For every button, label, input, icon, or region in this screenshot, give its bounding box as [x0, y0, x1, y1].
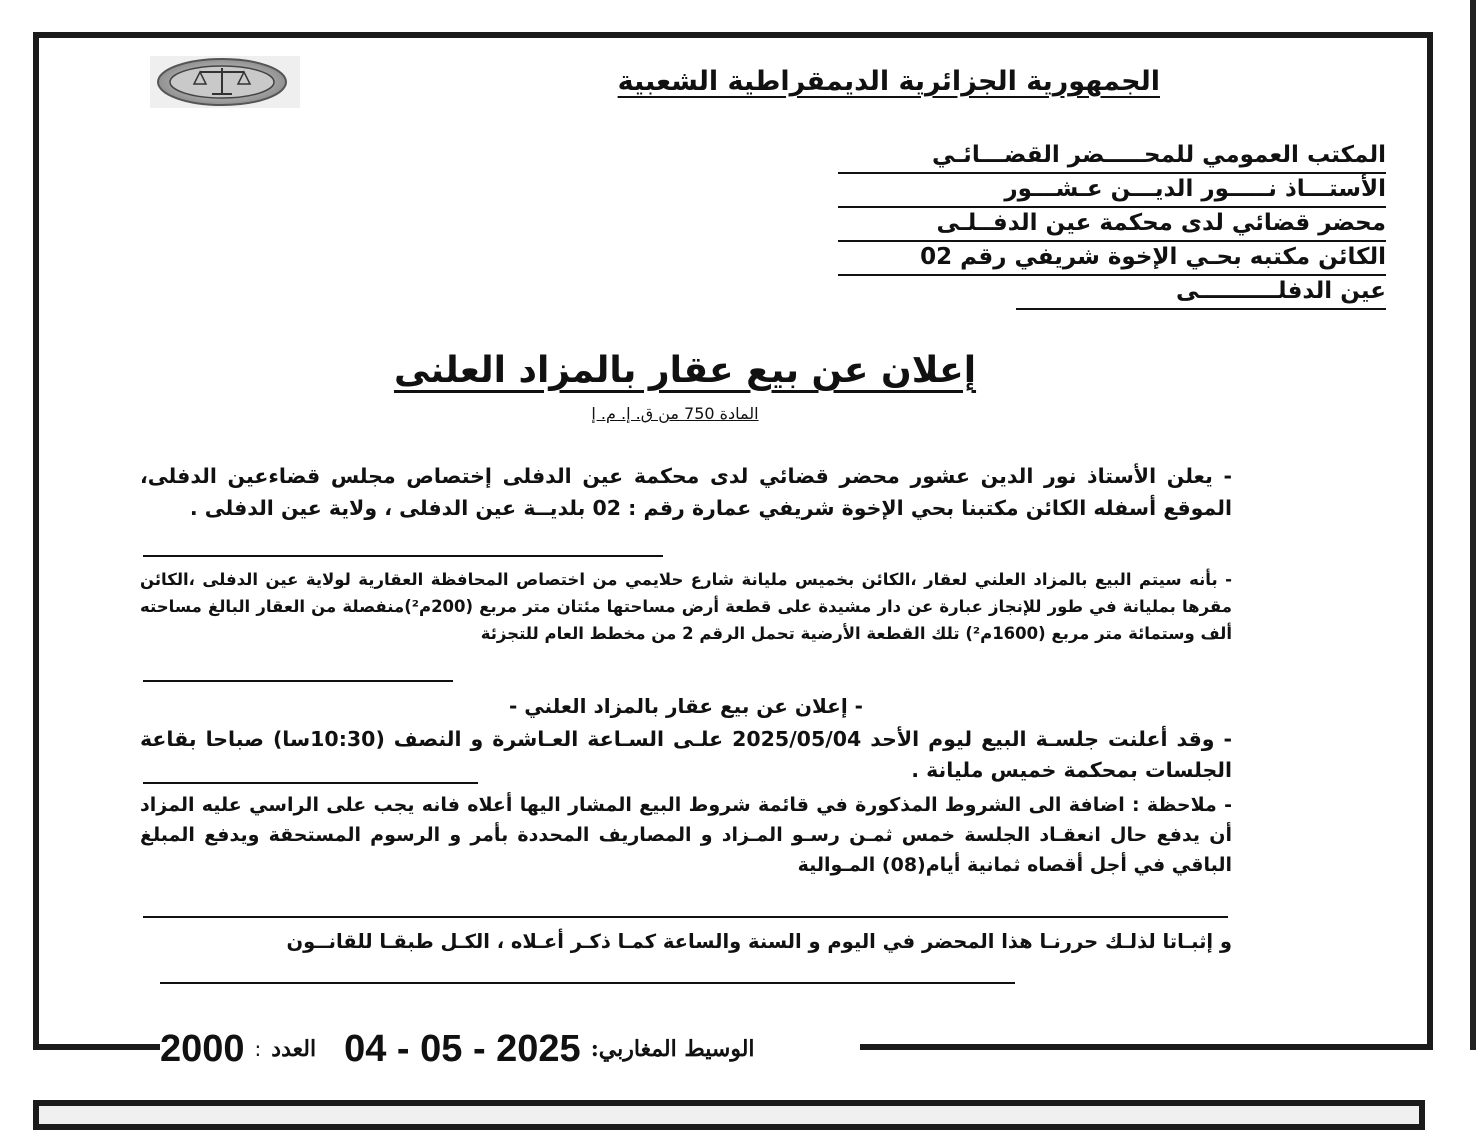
separator-line — [143, 916, 1228, 918]
issue-number: 2000 — [160, 1027, 245, 1070]
separator-line — [160, 982, 1015, 984]
office-line: محضر قضائي لدى محكمة عين الدفــلـى — [838, 208, 1386, 242]
office-line: الكائن مكتبه بحـي الإخوة شريفي رقم 02 — [838, 242, 1386, 276]
republic-title: الجمهورية الجزائرية الديمقراطية الشعبية — [617, 66, 1160, 97]
separator-line — [143, 555, 663, 557]
property-description-paragraph: - بأنه سيتم البيع بالمزاد العلني لعقار ،الكائن بخميس مليانة شارع حلايمي من اختصاص المحافظة العقارية لولاية عين الدفلى ،الكائن مقرها بمليانة في طور للإنجاز عبارة عن دار مشيدة على قطعة أرض مساحتها مئتان متر مربع (200م²)منفصلة من العقار البالغ مساحته ألف وستمائة متر مربع (1600م²) تلك القطعة الأرضية تحمل الرقم 2 من مخطط العام للتجزئة — [140, 570, 1232, 643]
bailiff-office-block — [838, 140, 1386, 310]
subheading: - إعلان عن بيع عقار بالمزاد العلني - — [509, 694, 863, 718]
newspaper-name: الوسيط المغاربي: — [590, 1036, 755, 1062]
next-notice-frame — [33, 1100, 1425, 1130]
scales-seal-icon — [150, 56, 300, 108]
separator-line — [143, 680, 453, 682]
office-line: المكتب العمومي للمحـــــضر القضـــائـي — [838, 140, 1386, 174]
document-header — [150, 56, 1160, 116]
separator-line — [143, 782, 478, 784]
legal-article-reference: المادة 750 من ق. إ. م. إ — [591, 404, 759, 423]
publication-date: 04 - 05 - 2025 — [344, 1027, 581, 1070]
announcement-paragraph: - يعلن الأستاذ نور الدين عشور محضر قضائي لدى محكمة عين الدفلى إختصاص مجلس قضاءعين الدفلى، الموقع أسفله الكائن مكتبنا بحي الإخوة شريفي عمارة رقم : 02 بلديــة عين الدفلى ، ولاية عين الدفلى . — [140, 464, 1232, 520]
closing-paragraph: و إثبـاتا لذلـك حررنـا هذا المحضر في اليوم و السنة والساعة كمـا ذكـر أعـلاه ، الكـل طبقـا للقانــون — [286, 930, 1232, 953]
office-line: الأستـــاذ نـــــور الديـــن عـشـــور — [838, 174, 1386, 208]
announcement-title: إعلان عن بيع عقار بالمزاد العلنى — [393, 350, 977, 391]
office-line: عين الدفلــــــــــى — [1016, 276, 1386, 310]
session-date-paragraph: - وقد أعلنت جلسـة البيع ليوم الأحد 2025/05/04 علـى السـاعة العـاشرة و النصف (10:30سا) صباحا بقاعة الجلسات بمحكمة خميس مليانة . — [140, 727, 1232, 782]
issue-label: العدد — [271, 1036, 317, 1062]
page-edge-divider — [1470, 0, 1476, 1050]
publication-footer — [160, 1026, 860, 1072]
issue-colon: : — [254, 1037, 262, 1061]
note-paragraph: - ملاحظة : اضافة الى الشروط المذكورة في قائمة شروط البيع المشار اليها أعلاه فانه يجب على الراسي عليه المزاد أن يدفع حال انعقـاد الجلسة خمس ثمـن رسـو المـزاد و المصاريف المحددة بأمر و الرسوم المستحقة ويدفع المبلغ الباقي في أجل أقصاه ثمانية أيام(08) المـوالية — [140, 794, 1232, 876]
